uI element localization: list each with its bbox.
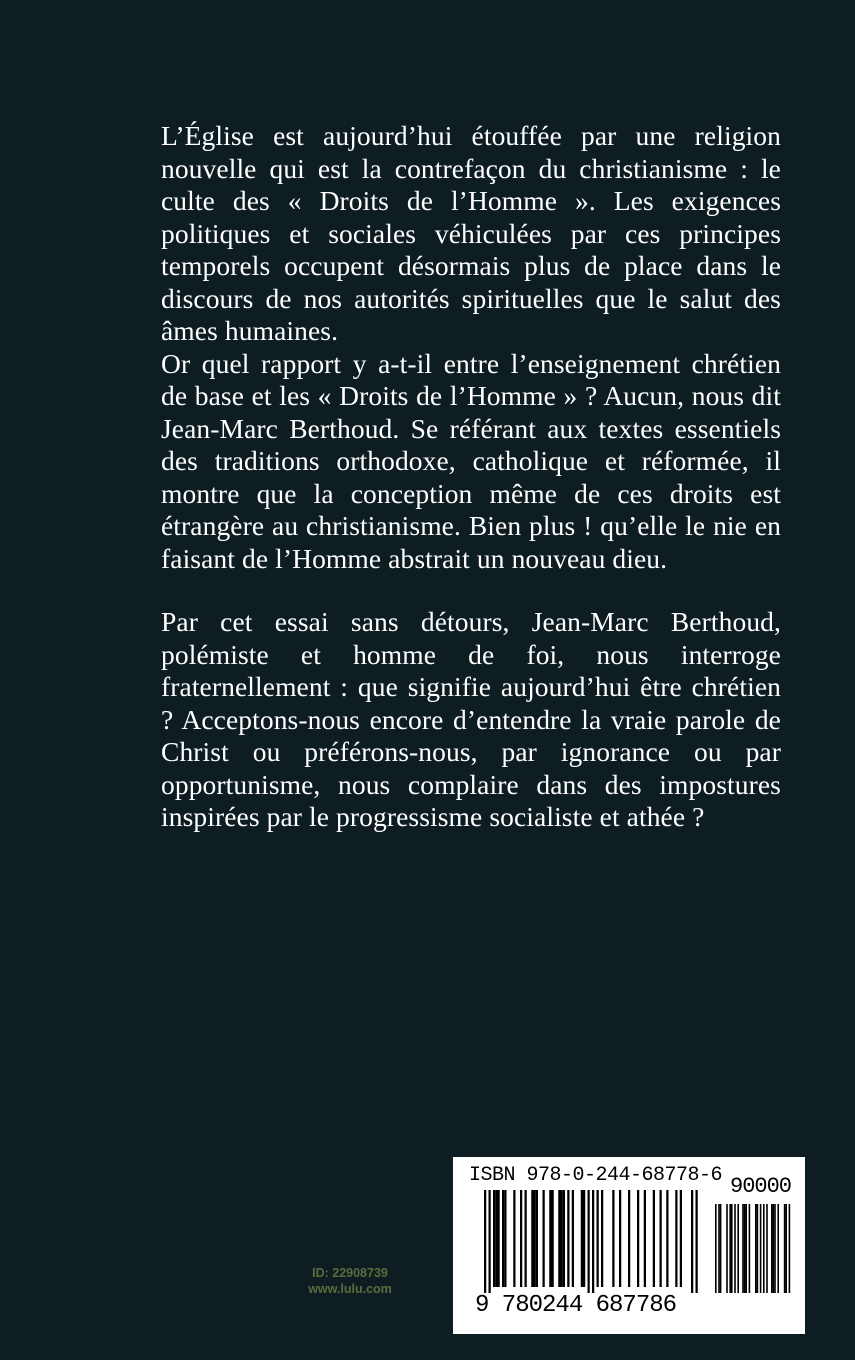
description-paragraph-2: Or quel rapport y a-t-il entre l’enseignement chrétien de base et les « Droits de l’Homme » ? Aucun, nous dit Jean-Marc Berthoud. Se référant aux textes essentiels des traditions orthodoxe, catholique et réformée, il montre que la conception même de ces droits est étrangère au christianisme. Bien plus ! qu’elle le nie en faisant de l’Homme abstrait un nouveau dieu. <box>161 347 781 574</box>
barcode-bar <box>493 1190 495 1287</box>
barcode-bar <box>552 1190 554 1287</box>
addon-bar <box>777 1204 779 1293</box>
barcode-bar <box>653 1190 655 1287</box>
barcode-number: 9 780244 687786 <box>475 1292 677 1319</box>
addon-bar <box>789 1204 791 1293</box>
lulu-id: ID: 22908739 <box>312 1266 388 1280</box>
barcode-bar <box>691 1190 693 1293</box>
description-paragraph-3: Par cet essai sans détours, Jean-Marc Berthoud, polémiste et homme de foi, nous interroge fraternellement : que signifie aujourd’hui être chrétien ? Acceptons-nous encore d’entendre la vraie parole de Christ ou préférons-nous, par ignorance ou par opportunisme, nous complaire dans des impostures inspirées par le progressisme socialiste et athée ? <box>161 606 781 832</box>
barcode-bar <box>588 1190 590 1293</box>
barcode-bar <box>504 1190 506 1287</box>
addon-bar <box>784 1204 786 1293</box>
barcode-bar <box>484 1190 486 1293</box>
barcode-bar <box>495 1190 497 1287</box>
barcode-bar <box>583 1190 585 1287</box>
barcode-bar <box>525 1190 527 1287</box>
addon-bar <box>745 1204 747 1293</box>
barcode-bar <box>597 1190 599 1287</box>
barcode-bar <box>520 1190 522 1287</box>
barcode-bar <box>581 1190 583 1287</box>
addon-bar <box>744 1204 746 1293</box>
barcode-bar <box>572 1190 574 1287</box>
addon-bar <box>742 1204 744 1293</box>
ean-barcode-bars <box>484 1190 698 1293</box>
barcode-bar <box>644 1190 646 1287</box>
addon-bar <box>749 1204 751 1293</box>
barcode-bar <box>601 1190 603 1287</box>
isbn-barcode-box <box>453 1157 805 1334</box>
addon-bar <box>726 1204 728 1293</box>
addon-bar <box>718 1204 720 1293</box>
barcode-bar <box>637 1190 639 1287</box>
barcode-bar <box>543 1190 545 1287</box>
addon-bar <box>729 1204 731 1293</box>
addon-bar <box>785 1204 787 1293</box>
barcode-bar <box>680 1190 682 1287</box>
addon-bar <box>774 1204 776 1293</box>
barcode-bar <box>549 1190 551 1287</box>
barcode-bar <box>567 1190 569 1287</box>
barcode-bar <box>536 1190 538 1287</box>
addon-bar <box>755 1204 757 1293</box>
description-paragraph-1: L’Église est aujourd’hui étouffée par une religion nouvelle qui est la contrefaçon du christianisme : le culte des « Droits de l’Homme ». Les exigences politiques et sociales véhiculées par ces principes temporels occupent désormais plus de place dans le discours de nos autorités spirituelles que le salut des âmes humaines. <box>161 120 781 346</box>
barcode-bar <box>592 1190 594 1293</box>
addon-bar <box>720 1204 722 1293</box>
addon-bar <box>731 1204 733 1293</box>
lulu-url: www.lulu.com <box>308 1282 392 1296</box>
barcode-bar <box>498 1190 500 1287</box>
barcode-bar <box>502 1190 504 1287</box>
publisher-info <box>300 1265 400 1297</box>
isbn-label: ISBN 978-0-244-68778-6 <box>469 1164 723 1187</box>
addon-bar <box>763 1204 765 1293</box>
addon-bar <box>757 1204 759 1293</box>
addon-bar <box>771 1204 773 1293</box>
addon-bar <box>773 1204 775 1293</box>
barcode-bar <box>666 1190 668 1287</box>
barcode-bar <box>619 1190 621 1287</box>
barcode-bar <box>489 1190 491 1293</box>
price-addon-number: 90000 <box>730 1174 792 1199</box>
barcode-bar <box>696 1190 698 1293</box>
addon-bar <box>766 1204 768 1293</box>
barcode-bar <box>531 1190 533 1287</box>
addon-bar <box>737 1204 739 1293</box>
barcode-bar <box>563 1190 565 1287</box>
barcode-bar <box>675 1190 677 1287</box>
barcode-bar <box>660 1190 662 1287</box>
barcode-bar <box>558 1190 560 1287</box>
back-cover-description <box>161 120 781 834</box>
barcode-bar <box>628 1190 630 1287</box>
addon-bar <box>760 1204 762 1293</box>
addon-bar <box>734 1204 736 1293</box>
addon-barcode-bars <box>715 1204 790 1293</box>
addon-bar <box>715 1204 717 1293</box>
barcode-bar <box>513 1190 515 1287</box>
barcode-bar <box>561 1190 563 1287</box>
barcode-bar <box>612 1190 614 1287</box>
barcode-bar <box>534 1190 536 1287</box>
